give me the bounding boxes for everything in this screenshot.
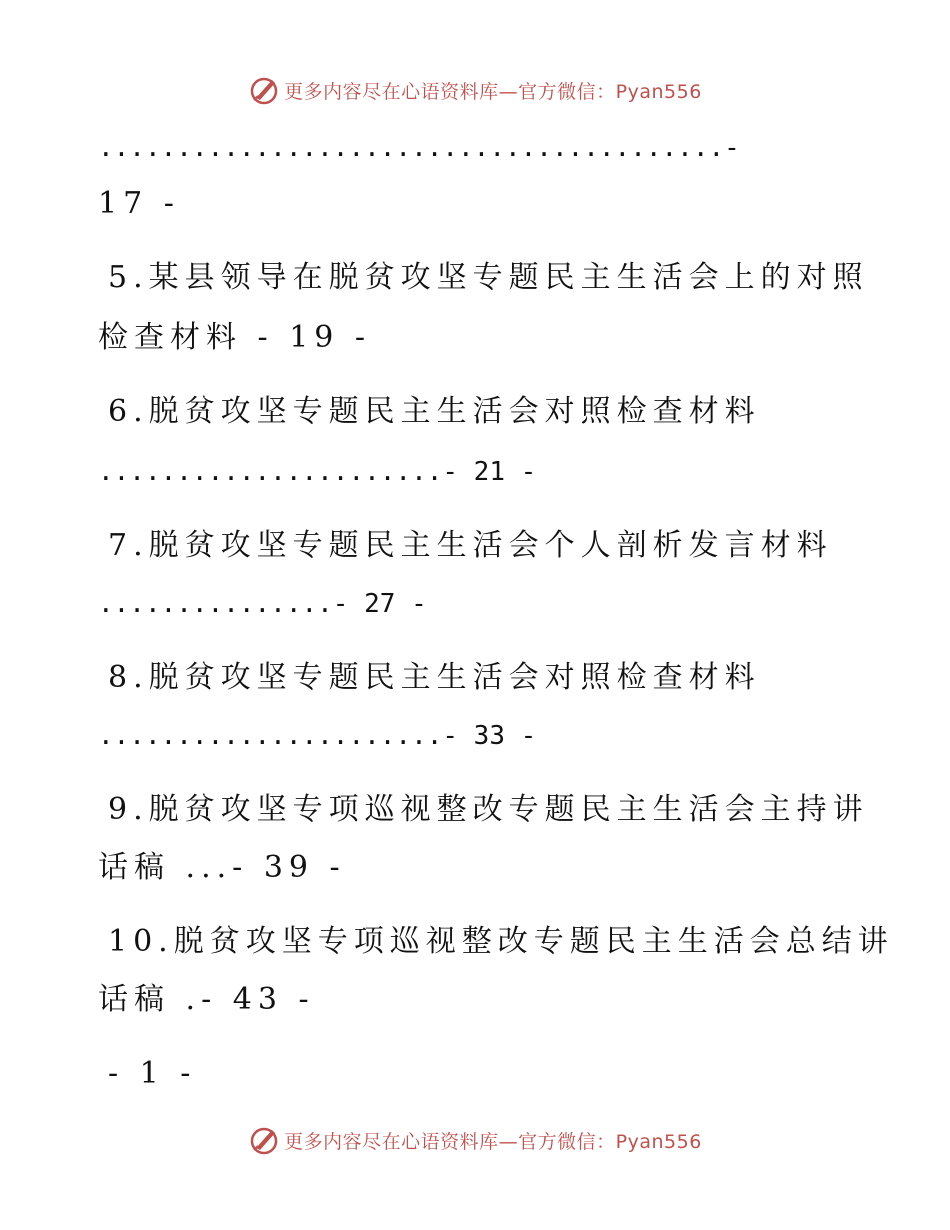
quill-logo-icon (248, 74, 280, 106)
toc-entry-10-cont: 话稿 .- 43 - (98, 982, 315, 1017)
toc-entry-7-leader: ...............- 27 - (98, 589, 427, 619)
footer-watermark (0, 1120, 950, 1160)
toc-entry-5-cont: 检查材料 - 19 - (98, 320, 372, 355)
header-watermark (0, 70, 950, 110)
toc-entry-8-leader: ......................- 33 - (98, 721, 537, 751)
toc-entry-8: 8.脱贫攻坚专题民主生活会对照检查材料 (108, 660, 761, 695)
toc-entry-5: 5.某县领导在脱贫攻坚专题民主生活会上的对照 (108, 260, 869, 295)
page-number: - 1 - (108, 1056, 197, 1091)
watermark-text: 更多内容尽在心语资料库—官方微信：Pyan556 (284, 1130, 702, 1153)
toc-entry-6-leader: ......................- 21 - (98, 457, 537, 487)
toc-entry-9-cont: 话稿 ...- 39 - (98, 850, 346, 885)
quill-logo-icon (248, 1124, 280, 1156)
toc-entry-7: 7.脱贫攻坚专题民主生活会个人剖析发言材料 (108, 528, 833, 563)
watermark-text: 更多内容尽在心语资料库—官方微信：Pyan556 (284, 80, 702, 103)
toc-entry-10: 10.脱贫攻坚专项巡视整改专题民主生活会总结讲 (108, 924, 894, 959)
toc-leader-line: ........................................- (98, 133, 740, 163)
toc-page-ref: 17 - (98, 186, 180, 221)
toc-entry-6: 6.脱贫攻坚专题民主生活会对照检查材料 (108, 394, 761, 429)
toc-entry-9: 9.脱贫攻坚专项巡视整改专题民主生活会主持讲 (108, 792, 869, 827)
